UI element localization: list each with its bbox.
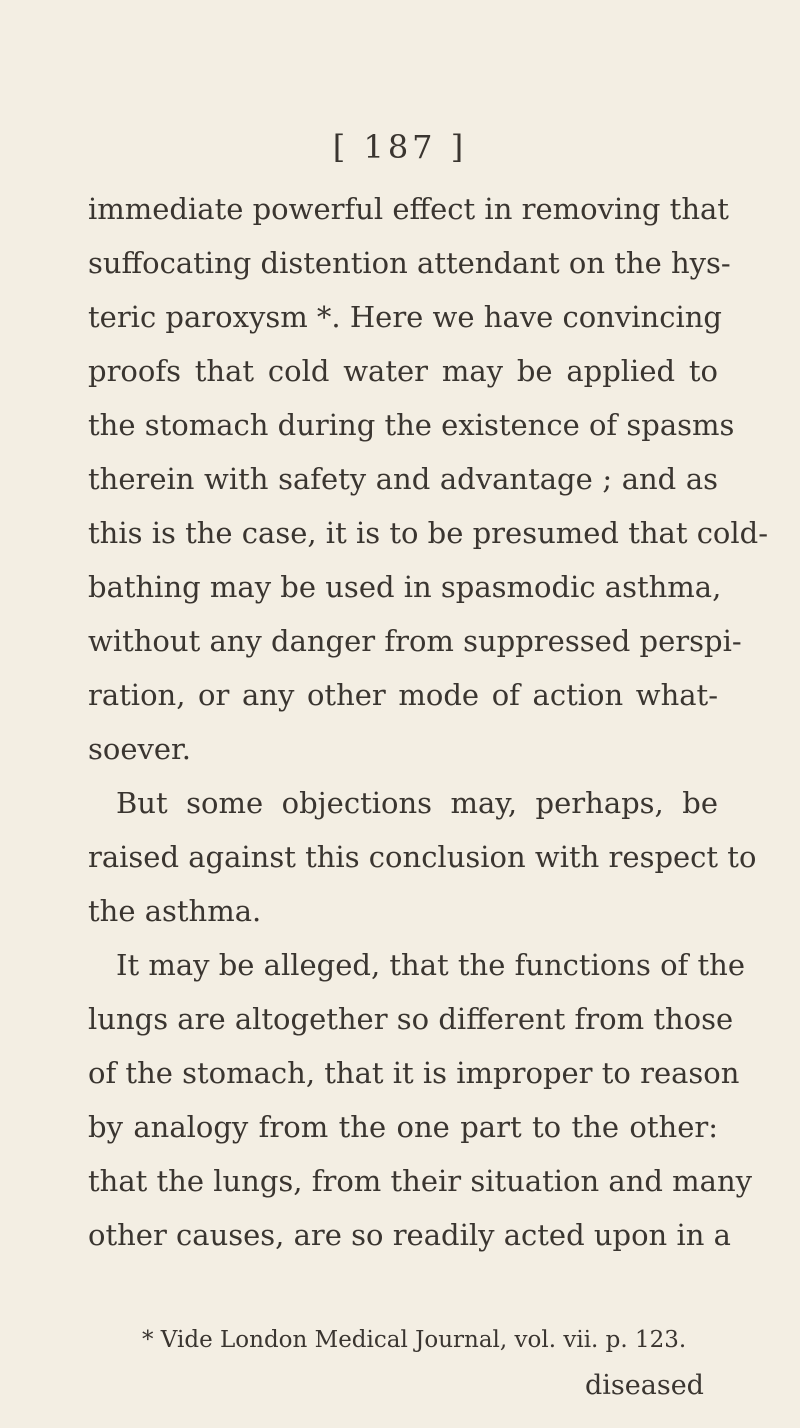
footnote: * Vide London Medical Journal, vol. vii. p. 123. xyxy=(142,1327,687,1353)
text-line: the asthma. xyxy=(88,894,262,928)
text-line: lungs are altogether so different from those xyxy=(88,1002,734,1036)
text-line: It may be alleged, that the functions of the xyxy=(116,948,745,982)
catchword: diseased xyxy=(585,1370,704,1401)
text-line: teric paroxysm *. Here we have convincing xyxy=(88,300,722,334)
text-line: the stomach during the existence of spasms xyxy=(88,408,735,442)
text-line: raised against this conclusion with respect to xyxy=(88,840,757,874)
text-line: therein with safety and advantage ; and as xyxy=(88,462,718,496)
text-line: soever. xyxy=(88,732,191,766)
body-text xyxy=(88,182,769,1262)
text-line: immediate powerful effect in removing that xyxy=(88,192,729,226)
text-line: suffocating distention attendant on the hys- xyxy=(88,246,731,280)
text-line: ration, or any other mode of action what- xyxy=(88,678,718,712)
text-line: by analogy from the one part to the other: xyxy=(88,1110,718,1144)
text-line: that the lungs, from their situation and many xyxy=(88,1164,752,1198)
text-line: this is the case, it is to be presumed that cold- xyxy=(88,516,769,550)
text-line: without any danger from suppressed perspi- xyxy=(88,624,742,658)
text-line: other causes, are so readily acted upon in a xyxy=(88,1218,731,1252)
text-line: But some objections may, perhaps, be xyxy=(116,786,718,820)
text-line: of the stomach, that it is improper to reason xyxy=(88,1056,740,1090)
text-line: bathing may be used in spasmodic asthma, xyxy=(88,570,722,604)
page-number: [ 187 ] xyxy=(332,128,468,166)
text-line: proofs that cold water may be applied to xyxy=(88,354,718,388)
